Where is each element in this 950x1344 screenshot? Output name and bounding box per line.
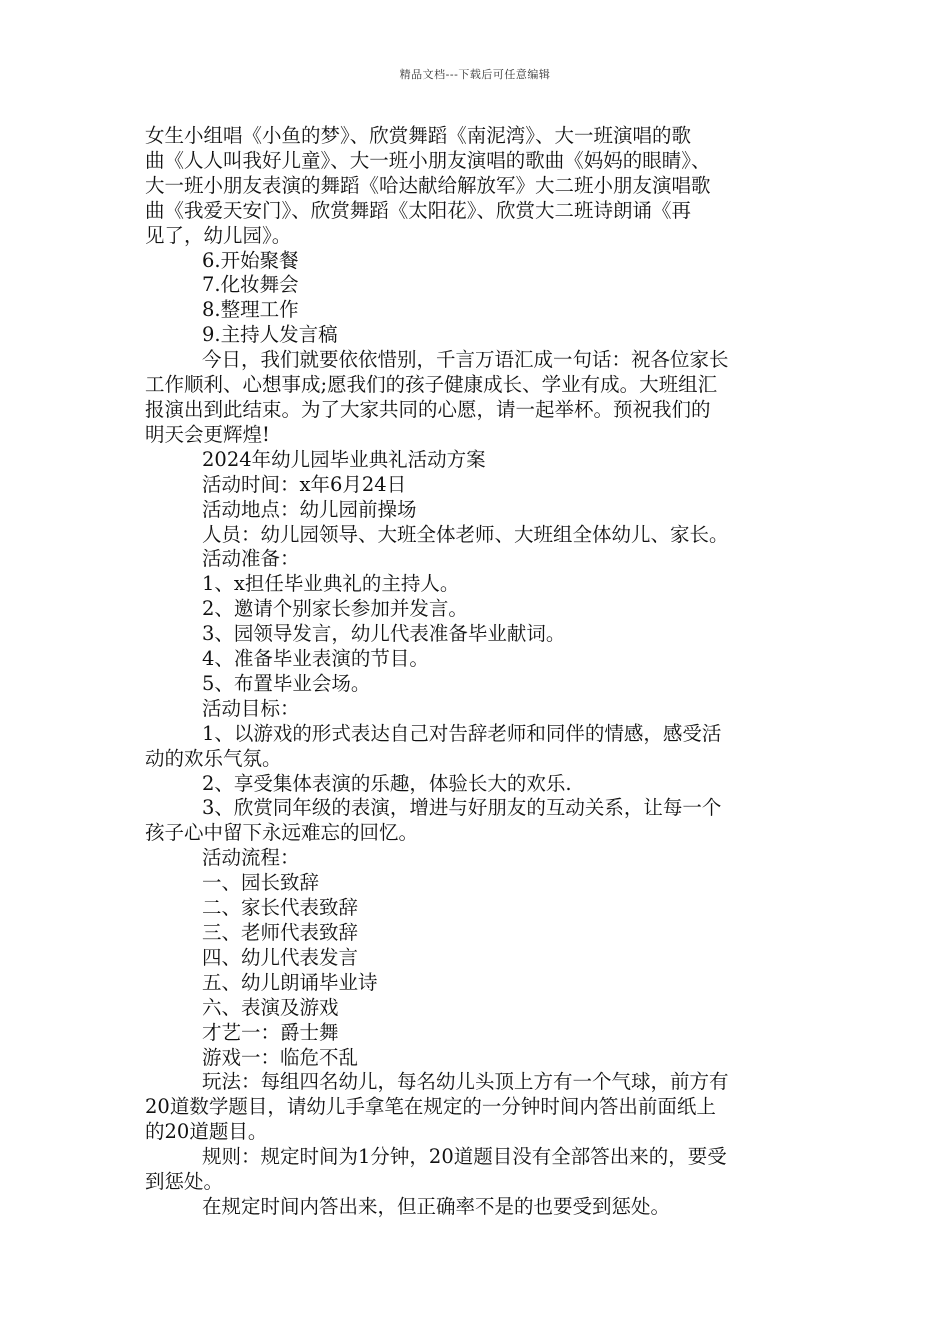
text-line: 游戏一：临危不乱 — [202, 1045, 359, 1069]
text-line: 6.开始聚餐 — [202, 248, 299, 272]
text-line: 活动地点：幼儿园前操场 — [202, 497, 417, 521]
text-line: 9.主持人发言稿 — [202, 323, 338, 347]
text-line: 4、准备毕业表演的节目。 — [202, 647, 429, 671]
text-line: 3、园领导发言，幼儿代表准备毕业献词。 — [202, 622, 566, 646]
text-line: 活动流程： — [202, 846, 300, 870]
text-line: 二、家长代表致辞 — [202, 896, 359, 920]
text-line: 明天会更辉煌! — [145, 422, 270, 446]
text-line: 3、欣赏同年级的表演，增进与好朋友的互动关系，让每一个 — [202, 796, 722, 820]
text-line: 活动目标： — [202, 696, 300, 720]
text-line: 工作顺利、心想事成;愿我们的孩子健康成长、学业有成。大班组汇 — [145, 373, 718, 397]
text-line: 7.化妆舞会 — [202, 273, 299, 297]
text-line: 2、享受集体表演的乐趣，体验长大的欢乐. — [202, 771, 572, 795]
text-line: 人员：幼儿园领导、大班全体老师、大班组全体幼儿、家长。 — [202, 522, 729, 546]
text-line: 2024年幼儿园毕业典礼活动方案 — [202, 447, 486, 471]
text-line: 1、以游戏的形式表达自己对告辞老师和同伴的情感，感受活 — [202, 721, 722, 745]
text-line: 2、邀请个别家长参加并发言。 — [202, 597, 468, 621]
text-line: 一、园长致辞 — [202, 871, 320, 895]
text-line: 规则：规定时间为1分钟，20道题目没有全部答出来的，要受 — [202, 1145, 727, 1169]
text-line: 在规定时间内答出来，但正确率不是的也要受到惩处。 — [202, 1194, 671, 1218]
text-line: 曲《我爱天安门》、欣赏舞蹈《太阳花》、欣赏大二班诗朗诵《再 — [145, 198, 692, 222]
text-line: 女生小组唱《小鱼的梦》、欣赏舞蹈《南泥湾》、大一班演唱的歌 — [145, 124, 692, 147]
text-line: 动的欢乐气氛。 — [145, 746, 282, 770]
text-line: 的20道题目。 — [145, 1120, 268, 1144]
text-line: 20道数学题目，请幼儿手拿笔在规定的一分钟时间内答出前面纸上 — [145, 1095, 716, 1119]
text-line: 活动时间：x年6月24日 — [202, 472, 407, 496]
text-line: 报演出到此结束。为了大家共同的心愿，请一起举杯。预祝我们的 — [145, 397, 711, 421]
document-body — [145, 124, 813, 1220]
text-line: 才艺一：爵士舞 — [202, 1020, 339, 1044]
text-line: 曲《人人叫我好儿童》、大一班小朋友演唱的歌曲《妈妈的眼睛》、 — [145, 148, 711, 172]
text-line: 1、x担任毕业典礼的主持人。 — [202, 572, 460, 596]
page-header: 精品文档---下载后可任意编辑 — [399, 68, 551, 81]
text-line: 四、幼儿代表发言 — [202, 945, 359, 969]
text-line: 今日，我们就要依依惜别，千言万语汇成一句话：祝各位家长 — [202, 348, 729, 372]
text-line: 到惩处。 — [145, 1170, 224, 1194]
text-line: 孩子心中留下永远难忘的回忆。 — [145, 821, 419, 845]
text-line: 六、表演及游戏 — [202, 995, 339, 1019]
text-line: 活动准备： — [202, 547, 300, 571]
text-line: 三、老师代表致辞 — [202, 921, 359, 944]
text-line: 8.整理工作 — [202, 298, 299, 322]
text-line: 见了，幼儿园》。 — [145, 223, 292, 247]
text-line: 5、布置毕业会场。 — [202, 671, 371, 695]
text-line: 玩法：每组四名幼儿，每名幼儿头顶上方有一个气球，前方有 — [202, 1070, 729, 1094]
text-line: 大一班小朋友表演的舞蹈《哈达献给解放军》大二班小朋友演唱歌 — [145, 173, 711, 197]
text-line: 五、幼儿朗诵毕业诗 — [202, 970, 378, 994]
